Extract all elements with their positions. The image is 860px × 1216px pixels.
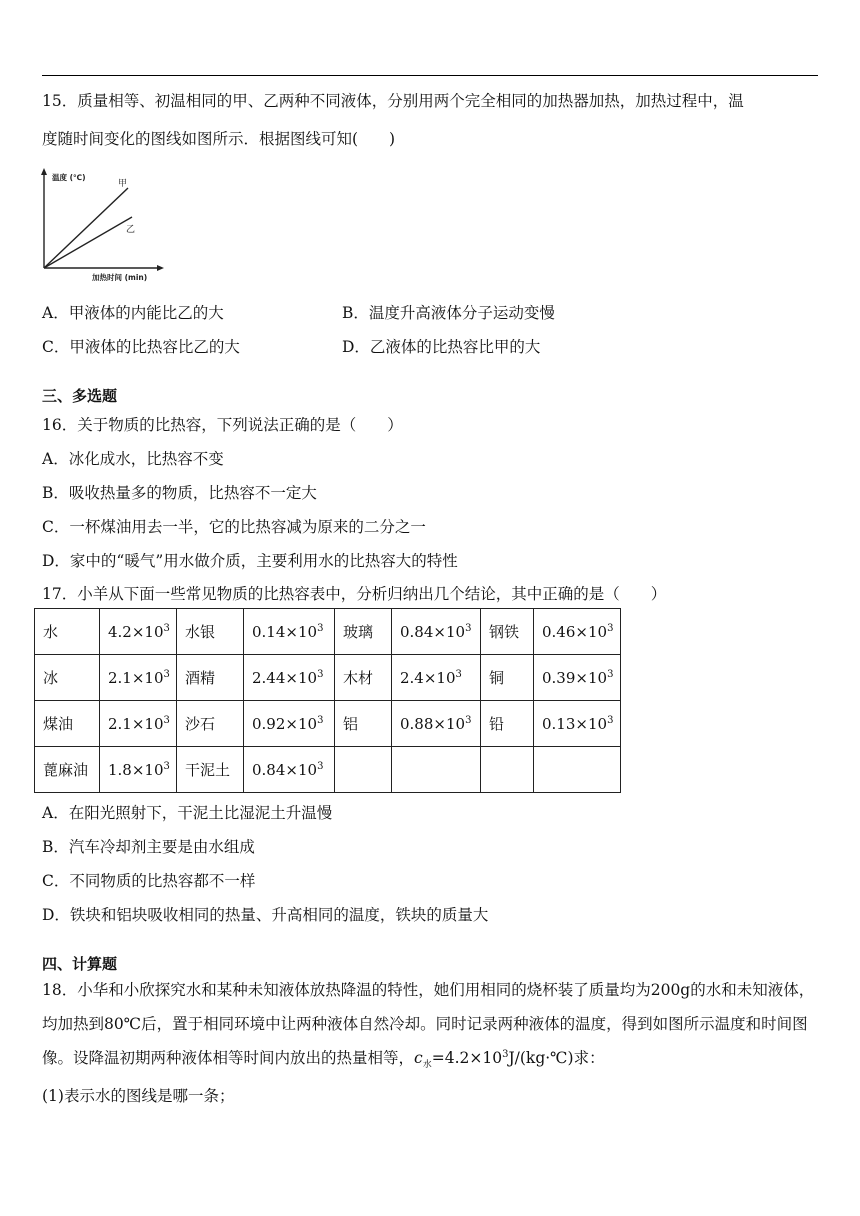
table-cell-substance: 水银 (177, 609, 244, 655)
q16-option-c[interactable]: C．一杯煤油用去一半，它的比热容减为原来的二分之一 (42, 518, 426, 536)
table-cell-value: $2.4\times 10^3$ (392, 655, 481, 701)
q16-option-a[interactable]: A．冰化成水，比热容不变 (42, 450, 224, 468)
table-cell-empty (392, 747, 481, 793)
table-row (35, 655, 621, 701)
table-cell-substance: 铅 (481, 701, 534, 747)
table-cell-empty (335, 747, 392, 793)
graph-line-jia (44, 188, 128, 268)
q18-c-symbol: c (414, 1049, 423, 1067)
table-row (35, 747, 621, 793)
table-cell-value: $4.2\times 10^3$ (100, 609, 177, 655)
specific-heat-table (34, 608, 621, 793)
q17-option-a[interactable]: A．在阳光照射下，干泥土比湿泥土升温慢 (42, 804, 333, 822)
table-cell-value: $0.84\times 10^3$ (244, 747, 335, 793)
table-cell-value: $0.13\times 10^3$ (534, 701, 621, 747)
table-cell-value: $1.8\times 10^3$ (100, 747, 177, 793)
table-cell-value: $0.39\times 10^3$ (534, 655, 621, 701)
table-cell-value: $0.14\times 10^3$ (244, 609, 335, 655)
q17-option-b[interactable]: B．汽车冷却剂主要是由水组成 (42, 838, 255, 856)
q17-stem: 17．小羊从下面一些常见物质的比热容表中，分析归纳出几个结论，其中正确的是（ ） (42, 585, 667, 603)
table-cell-substance: 木材 (335, 655, 392, 701)
table-cell-value: $2.44\times 10^3$ (244, 655, 335, 701)
table-cell-empty (534, 747, 621, 793)
q15-option-a[interactable]: A．甲液体的内能比乙的大 (42, 304, 224, 322)
q15-option-c[interactable]: C．甲液体的比热容比乙的大 (42, 338, 240, 356)
table-cell-substance: 酒精 (177, 655, 244, 701)
table-cell-empty (481, 747, 534, 793)
table-cell-substance: 钢铁 (481, 609, 534, 655)
table-cell-value: $2.1\times 10^3$ (100, 655, 177, 701)
q18-subquestion-1: (1)表示水的图线是哪一条； (42, 1087, 235, 1105)
table-cell-substance: 干泥土 (177, 747, 244, 793)
table-cell-substance: 铜 (481, 655, 534, 701)
table-cell-value: $2.1\times 10^3$ (100, 701, 177, 747)
table-cell-substance: 煤油 (35, 701, 100, 747)
table-cell-substance: 沙石 (177, 701, 244, 747)
q15-temperature-graph (30, 162, 180, 290)
graph-label-jia: 甲 (118, 179, 128, 189)
q16-option-d[interactable]: D．家中的“暖气”用水做介质，主要利用水的比热容大的特性 (42, 552, 458, 570)
q15-stem-line2: 度随时间变化的图线如图所示．根据图线可知( ) (42, 130, 396, 148)
q15-option-b[interactable]: B．温度升高液体分子运动变慢 (342, 304, 555, 322)
table-cell-substance: 铝 (335, 701, 392, 747)
graph-line-yi (44, 217, 132, 268)
section-heading-multiple-choice: 三、多选题 (42, 387, 118, 405)
table-cell-substance: 冰 (35, 655, 100, 701)
q18-stem: 18．小华和小欣探究水和某种未知液体放热降温的特性，她们用相同的烧杯装了质量均为200g的水和未知液体，均加热到80℃后，置于相同环境中让两种液体自然冷却。同时记录两种液体的温度，得到如图所示温度和时间图像。设降温初期两种液体相等时间内放出的热量相等，$c_水=4.2\times 10^3J/(kg\cdot℃)$求： (42, 981, 815, 1071)
table-cell-substance: 水 (35, 609, 100, 655)
table-cell-substance: 蓖麻油 (35, 747, 100, 793)
q15-stem-line1: 15．质量相等、初温相同的甲、乙两种不同液体，分别用两个完全相同的加热器加热，加热过程中，温 (42, 92, 744, 110)
q16-option-b[interactable]: B．吸收热量多的物质，比热容不一定大 (42, 484, 317, 502)
table-cell-value: $0.46\times 10^3$ (534, 609, 621, 655)
q16-stem: 16．关于物质的比热容，下列说法正确的是（ ） (42, 416, 403, 434)
table-cell-value: $0.88\times 10^3$ (392, 701, 481, 747)
graph-y-arrow (41, 168, 47, 175)
q17-option-d[interactable]: D．铁块和铝块吸收相同的热量、升高相同的温度，铁块的质量大 (42, 906, 489, 924)
q17-option-c[interactable]: C．不同物质的比热容都不一样 (42, 872, 256, 890)
table-cell-value: $0.84\times 10^3$ (392, 609, 481, 655)
table-row (35, 609, 621, 655)
table-cell-value: $0.92\times 10^3$ (244, 701, 335, 747)
graph-xlabel: 加热时间 (min) (92, 273, 148, 282)
q15-option-d[interactable]: D．乙液体的比热容比甲的大 (342, 338, 541, 356)
table-row (35, 701, 621, 747)
graph-x-arrow (157, 265, 164, 271)
table-cell-substance: 玻璃 (335, 609, 392, 655)
section-heading-calculation: 四、计算题 (42, 955, 118, 973)
top-rule (42, 75, 818, 76)
graph-ylabel: 温度 (℃) (52, 173, 86, 182)
graph-label-yi: 乙 (126, 225, 136, 235)
